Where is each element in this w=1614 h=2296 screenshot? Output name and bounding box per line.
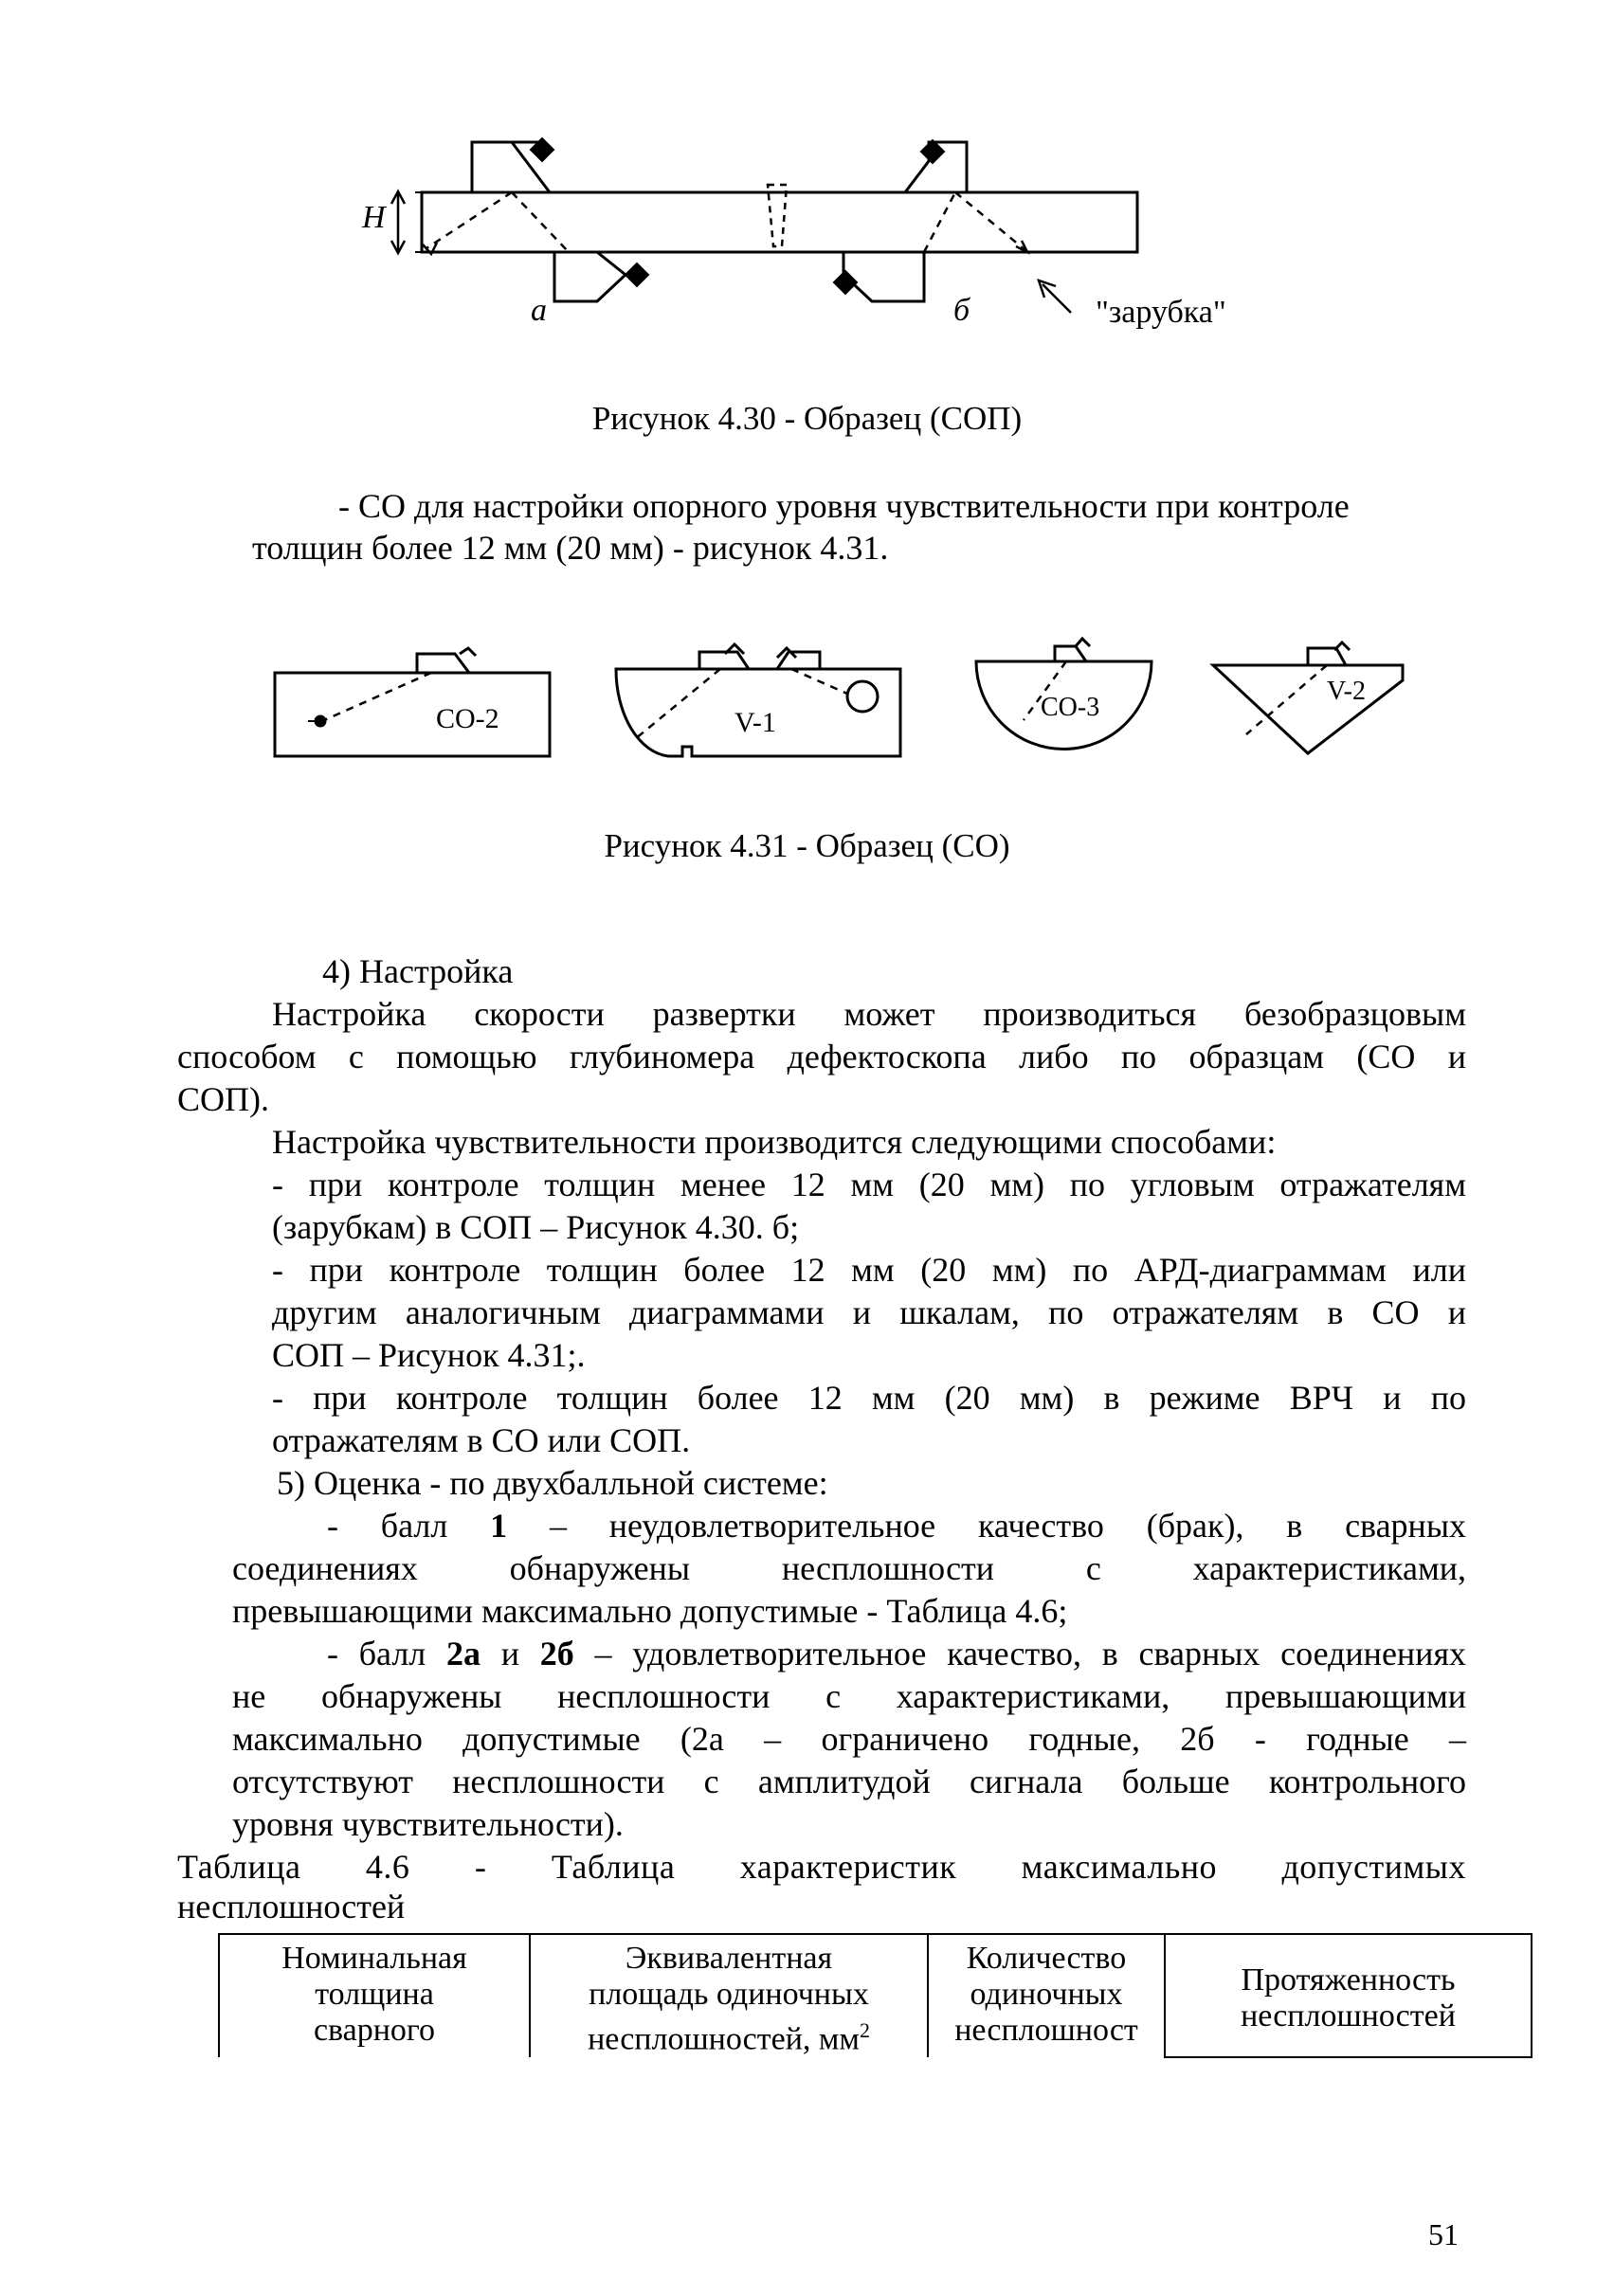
section-4-b3-l1: - при контроле толщин более 12 мм (20 мм) в режиме ВРЧ и по: [272, 1379, 1466, 1417]
test-plate: [422, 192, 1137, 252]
header-count: [928, 1934, 1165, 2057]
section-5-s2-l5: уровня чувствительности).: [232, 1805, 624, 1843]
section-5-s2-l4: отсутствуют несплошности с амплитудой сигнала больше контрольного: [232, 1763, 1466, 1800]
label-H: H: [362, 200, 386, 235]
header-area: [530, 1934, 928, 2057]
section-4-b2-l2: другим аналогичным диаграммами и шкалам, по отражателям в СО и: [272, 1293, 1466, 1331]
s1-grade: 1: [490, 1507, 508, 1545]
intro-line-1: - СО для настройки опорного уровня чувствительности при контроле: [338, 487, 1350, 525]
figure-4-30-drawing: [341, 123, 1289, 351]
header-thickness-l1: Номинальная: [281, 1941, 467, 1976]
label-co3: СО-3: [1041, 693, 1100, 722]
s1-post: – неудовлетворительное качество (брак), в сварных: [507, 1507, 1467, 1545]
figure-4-30: [341, 123, 1289, 351]
label-b: б: [953, 293, 970, 328]
table-4-6-title: Таблица 4.6 - Таблица характеристик максимально допустимых: [177, 1848, 1466, 1886]
section-5-s2-l2: не обнаружены несплошности с характеристиками, превышающими: [232, 1677, 1466, 1715]
section-4-b1-l1: - при контроле толщин менее 12 мм (20 мм) по угловым отражателям: [272, 1166, 1466, 1203]
header-thickness-l2: толщина: [315, 1977, 434, 2012]
section-4-b2-l3: СОП – Рисунок 4.31;.: [272, 1336, 586, 1374]
intro-line-2: толщин более 12 мм (20 мм) - рисунок 4.31.: [252, 529, 889, 567]
s2-grade-a: 2а: [446, 1635, 481, 1672]
header-count-l2: одиночных: [970, 1977, 1123, 2012]
s2-mid: и: [481, 1635, 540, 1672]
table-4-6-title-cont: несплошностей: [177, 1888, 406, 1925]
section-4-b1-l2: (зарубкам) в СОП – Рисунок 4.30. б;: [272, 1208, 800, 1246]
label-v1: V-1: [734, 707, 776, 738]
header-count-l3: несплошност: [954, 2013, 1138, 2048]
section-5-s2-l1: [327, 1633, 1466, 1675]
section-5-s2-l3: максимально допустимые (2а – ограничено годные, 2б - годные –: [232, 1720, 1466, 1758]
section-4-b3-l2: отражателям в СО или СОП.: [272, 1421, 691, 1459]
header-area-l1: Эквивалентная: [625, 1941, 833, 1976]
section-4-p1-l2: способом с помощью глубиномера дефектоскопа либо по образцам (СО и: [177, 1038, 1466, 1076]
label-a: а: [531, 293, 547, 328]
label-notch: "зарубка": [1096, 295, 1226, 330]
table-4-6: [218, 1933, 1532, 2058]
header-length: [1165, 1934, 1532, 2057]
header-area-unit-sup: 2: [859, 2018, 870, 2042]
page-number: 51: [1428, 2217, 1459, 2251]
sample-co2-body: [275, 673, 550, 756]
figure-4-31: [265, 625, 1441, 777]
section-5-s1-l3: превышающими максимально допустимые - Таблица 4.6;: [232, 1592, 1068, 1630]
header-length-l2: несплошностей: [1241, 1998, 1456, 2034]
section-4-p1-l3: СОП).: [177, 1080, 269, 1118]
section-5-s1-l1: [327, 1505, 1466, 1547]
header-thickness-l3: сварного: [313, 2013, 436, 2048]
s2-grade-b: 2б: [539, 1635, 574, 1672]
header-length-l1: Протяженность: [1241, 1962, 1456, 1998]
section-4-p2: Настройка чувствительности производится следующими способами:: [272, 1123, 1277, 1161]
header-area-l2: площадь одиночных: [589, 1977, 869, 2012]
section-5-heading: 5) Оценка - по двухбалльной системе:: [277, 1464, 828, 1502]
sample-v2-body: [1213, 665, 1403, 753]
section-5-s1-l2: соединениях обнаружены несплошности с характеристиками,: [232, 1549, 1466, 1587]
table-4-6-header-row: [219, 1934, 1532, 2057]
section-4-p1-l1: Настройка скорости развертки может производиться безобразцовым: [272, 995, 1466, 1033]
label-co2: СО-2: [436, 703, 499, 734]
section-4-heading: 4) Настройка: [322, 952, 514, 990]
figure-4-31-drawing: [265, 625, 1441, 777]
s1-pre: - балл: [327, 1507, 491, 1545]
header-area-l3: [535, 2013, 923, 2057]
figure-4-30-caption: Рисунок 4.30 - Образец (СОП): [591, 400, 1023, 437]
header-area-l3-text: несплошностей, мм: [588, 2021, 860, 2057]
header-thickness: [219, 1934, 530, 2057]
s2-pre: - балл: [327, 1635, 447, 1672]
section-4-b2-l1: - при контроле толщин более 12 мм (20 мм) по АРД-диаграммам или: [272, 1251, 1466, 1289]
header-count-l1: Количество: [966, 1941, 1127, 1976]
s2-post: – удовлетворительное качество, в сварных соединениях: [573, 1635, 1467, 1672]
label-v2: V-2: [1327, 677, 1366, 706]
figure-4-31-caption: Рисунок 4.31 - Образец (СО): [604, 827, 1010, 864]
